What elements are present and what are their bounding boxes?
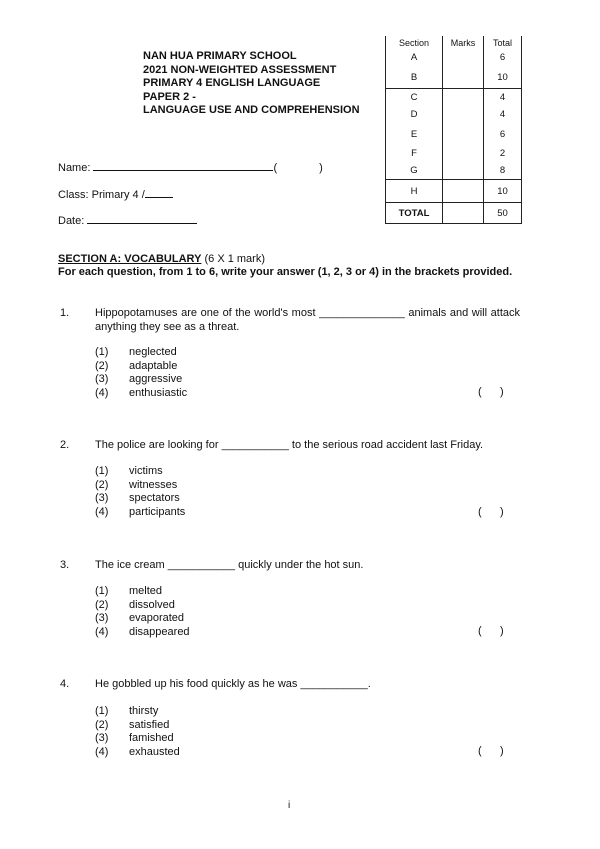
marks-cell[interactable]: [443, 89, 484, 107]
section-a-marks: (6 X 1 mark): [204, 253, 265, 265]
paper-number: PAPER 2 -: [143, 90, 196, 103]
option-number: (1): [95, 346, 109, 358]
option: [95, 465, 185, 479]
total-cell: 8: [484, 162, 522, 180]
class-label: Class: Primary 4 /: [58, 189, 145, 201]
question-text: The police are looking for ___________ to the serious road accident last Friday.: [95, 439, 484, 451]
option: [95, 492, 185, 506]
option-text: adaptable: [129, 359, 178, 372]
name-field: [58, 160, 323, 174]
marks-cell[interactable]: [443, 180, 484, 203]
total-cell: 4: [484, 89, 522, 107]
option-number: (4): [95, 386, 109, 399]
assessment-name: 2021 NON-WEIGHTED ASSESSMENT: [143, 63, 337, 76]
option-number: (3): [95, 373, 109, 385]
total-cell: 10: [484, 66, 522, 89]
marks-cell[interactable]: [443, 49, 484, 66]
option-text: exhausted: [129, 745, 180, 758]
option-text: aggressive: [129, 373, 183, 385]
option-text: neglected: [129, 346, 177, 358]
option-number: (4): [95, 745, 109, 758]
question-number: 2.: [60, 439, 70, 451]
section-cell: G: [386, 162, 443, 180]
option-number: (2): [95, 598, 109, 611]
option: [95, 585, 190, 599]
total-value: 50: [484, 203, 522, 224]
option-list: [95, 585, 190, 639]
marks-table: [385, 36, 522, 224]
option-number: (4): [95, 505, 109, 518]
option-number: (2): [95, 478, 109, 491]
section-a-instruction: For each question, from 1 to 6, write your answer (1, 2, 3 or 4) in the brackets provided.: [58, 266, 513, 278]
total-cell: 6: [484, 49, 522, 66]
option-text: famished: [129, 732, 174, 744]
option-text: victims: [129, 465, 163, 477]
option-text: satisfied: [129, 718, 170, 731]
option: [95, 626, 190, 640]
section-cell: F: [386, 145, 443, 162]
option-text: disappeared: [129, 625, 190, 638]
question-text: The ice cream ___________ quickly under the hot sun.: [95, 559, 364, 571]
option-text: enthusiastic: [129, 386, 188, 399]
paper-title: LANGUAGE USE AND COMPREHENSION: [143, 104, 360, 116]
option-list: [95, 705, 180, 759]
option: [95, 599, 190, 613]
total-marks-cell[interactable]: [443, 203, 484, 224]
option-text: evaporated: [129, 612, 185, 624]
section-cell: H: [386, 180, 443, 203]
option-number: (2): [95, 359, 109, 372]
marks-cell[interactable]: [443, 145, 484, 162]
date-input-line[interactable]: [87, 213, 197, 224]
option-text: spectators: [129, 492, 180, 504]
total-cell: 4: [484, 106, 522, 123]
marks-cell[interactable]: [443, 106, 484, 123]
option-number: (2): [95, 718, 109, 731]
marks-cell[interactable]: [443, 162, 484, 180]
option-list: [95, 465, 185, 519]
class-field: [58, 187, 173, 201]
marks-row: [386, 180, 522, 203]
marks-row: [386, 162, 522, 180]
answer-brackets[interactable]: ( ): [478, 386, 504, 398]
answer-brackets[interactable]: ( ): [478, 506, 504, 518]
option: [95, 360, 187, 374]
class-input-line[interactable]: [145, 187, 173, 198]
option: [95, 506, 185, 520]
option-text: dissolved: [129, 598, 175, 611]
option: [95, 479, 185, 493]
option: [95, 719, 180, 733]
name-input-line[interactable]: [93, 160, 273, 171]
section-a-heading: [58, 253, 265, 265]
option-list: [95, 346, 187, 400]
marks-row: [386, 66, 522, 89]
section-cell: E: [386, 123, 443, 145]
option-number: (1): [95, 705, 109, 717]
option-number: (3): [95, 492, 109, 504]
marks-row: [386, 49, 522, 66]
register-number-close: ): [319, 162, 323, 174]
header-marks: Marks: [443, 36, 484, 49]
section-cell: C: [386, 89, 443, 107]
option-text: witnesses: [129, 478, 178, 491]
option: [95, 346, 187, 360]
question-text: He gobbled up his food quickly as he was ___________.: [95, 678, 371, 690]
date-field: [58, 213, 197, 227]
marks-row: [386, 89, 522, 107]
question-number: 1.: [60, 307, 70, 319]
section-cell: B: [386, 66, 443, 89]
option-text: melted: [129, 585, 163, 597]
section-cell: A: [386, 49, 443, 66]
total-label: TOTAL: [386, 203, 443, 224]
total-cell: 10: [484, 180, 522, 203]
option-number: (4): [95, 625, 109, 638]
option-number: (1): [95, 465, 109, 477]
option: [95, 732, 180, 746]
option-number: (3): [95, 732, 109, 744]
option: [95, 746, 180, 760]
marks-total-row: [386, 203, 522, 224]
question-number: 3.: [60, 559, 70, 571]
name-label: Name:: [58, 162, 91, 174]
option: [95, 705, 180, 719]
question-text: Hippopotamuses are one of the world's most ______________ animals and will attack anything they see as a threat.: [95, 307, 520, 333]
header-section: Section: [386, 36, 443, 49]
marks-cell[interactable]: [443, 66, 484, 89]
total-cell: 2: [484, 145, 522, 162]
option-number: (1): [95, 585, 109, 597]
date-label: Date:: [58, 215, 85, 227]
school-name: NAN HUA PRIMARY SCHOOL: [143, 50, 297, 62]
option-text: thirsty: [129, 705, 159, 717]
subject-name: PRIMARY 4 ENGLISH LANGUAGE: [143, 77, 321, 89]
option: [95, 373, 187, 387]
marks-row: [386, 145, 522, 162]
option-text: participants: [129, 505, 186, 518]
marks-cell[interactable]: [443, 123, 484, 145]
marks-row: [386, 123, 522, 145]
total-cell: 6: [484, 123, 522, 145]
header-total: Total: [484, 36, 522, 49]
option-number: (3): [95, 612, 109, 624]
question-number: 4.: [60, 678, 70, 690]
answer-brackets[interactable]: ( ): [478, 745, 504, 757]
answer-brackets[interactable]: ( ): [478, 625, 504, 637]
marks-row: [386, 106, 522, 123]
section-cell: D: [386, 106, 443, 123]
register-number-open: (: [273, 162, 278, 174]
page-number: i: [288, 800, 291, 811]
section-a-title: SECTION A: VOCABULARY: [58, 253, 202, 265]
option: [95, 387, 187, 401]
option: [95, 612, 190, 626]
exam-title-block: [143, 50, 360, 118]
